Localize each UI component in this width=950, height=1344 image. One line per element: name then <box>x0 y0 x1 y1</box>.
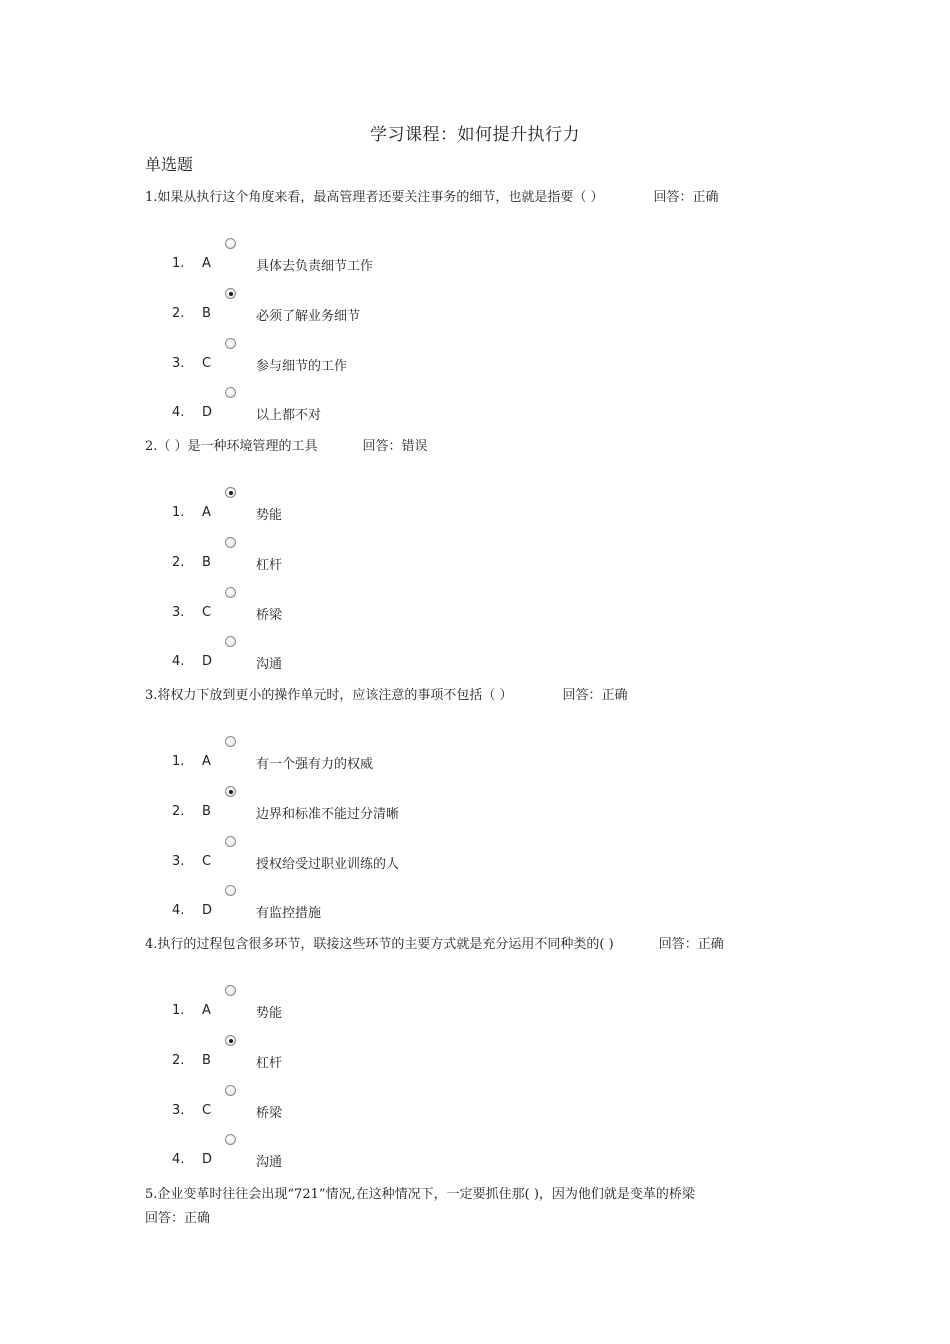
radio-button[interactable] <box>225 338 236 349</box>
question-2 <box>145 435 428 454</box>
option-text: 桥梁 <box>256 608 283 623</box>
option-number: 2. <box>172 1053 185 1068</box>
option-text: 授权给受过职业训练的人 <box>256 857 400 872</box>
option-letter: B <box>202 555 211 570</box>
option-letter: A <box>202 256 211 271</box>
option-letter: C <box>202 854 212 869</box>
radio-button[interactable] <box>225 537 236 548</box>
option-row <box>172 848 572 874</box>
option-number: 4. <box>172 654 185 669</box>
question-text: 3.将权力下放到更小的操作单元时，应该注意的事项不包括（ ） <box>145 688 513 703</box>
option-letter: A <box>202 754 211 769</box>
option-row <box>172 648 572 674</box>
option-row <box>172 1146 572 1172</box>
radio-button[interactable] <box>225 885 236 896</box>
option-letter: B <box>202 804 211 819</box>
option-text: 以上都不对 <box>256 408 322 423</box>
option-letter: D <box>202 1152 213 1167</box>
option-number: 3. <box>172 1103 185 1118</box>
option-text: 沟通 <box>256 1155 283 1170</box>
radio-button[interactable] <box>225 1134 236 1145</box>
option-text: 桥梁 <box>256 1106 283 1121</box>
radio-button[interactable] <box>225 736 236 747</box>
option-number: 3. <box>172 605 185 620</box>
radio-button[interactable] <box>225 636 236 647</box>
option-number: 1. <box>172 505 185 520</box>
option-letter: D <box>202 405 213 420</box>
option-letter: A <box>202 505 211 520</box>
option-number: 1. <box>172 1003 185 1018</box>
option-row <box>172 250 572 276</box>
option-letter: D <box>202 903 213 918</box>
option-number: 2. <box>172 555 185 570</box>
radio-button-selected[interactable] <box>225 487 236 498</box>
radio-button-selected[interactable] <box>225 786 236 797</box>
option-row <box>172 599 572 625</box>
radio-button[interactable] <box>225 1085 236 1096</box>
option-number: 3. <box>172 854 185 869</box>
radio-button[interactable] <box>225 836 236 847</box>
option-row <box>172 1097 572 1123</box>
radio-button[interactable] <box>225 238 236 249</box>
question-3 <box>145 684 628 703</box>
option-text: 势能 <box>256 508 283 523</box>
section-title: 单选题 <box>145 155 194 174</box>
question-text: 4.执行的过程包含很多环节，联接这些环节的主要方式就是充分运用不同种类的( ) <box>145 937 614 952</box>
option-row <box>172 300 572 326</box>
question-4 <box>145 933 724 952</box>
option-letter: B <box>202 306 211 321</box>
radio-button[interactable] <box>225 587 236 598</box>
option-letter: C <box>202 1103 212 1118</box>
question-1 <box>145 186 719 205</box>
option-number: 3. <box>172 356 185 371</box>
option-number: 1. <box>172 256 185 271</box>
question-text: 5.企业变革时往往会出现“721”情况,在这种情况下，一定要抓住那( )，因为他们就是变革的桥梁 <box>145 1187 695 1202</box>
radio-button-selected[interactable] <box>225 1035 236 1046</box>
option-row <box>172 350 572 376</box>
option-text: 具体去负责细节工作 <box>256 259 374 274</box>
option-row <box>172 499 572 525</box>
option-number: 4. <box>172 1152 185 1167</box>
option-text: 沟通 <box>256 657 283 672</box>
option-number: 2. <box>172 804 185 819</box>
option-number: 4. <box>172 903 185 918</box>
option-row <box>172 1047 572 1073</box>
option-text: 必须了解业务细节 <box>256 309 361 324</box>
option-text: 势能 <box>256 1006 283 1021</box>
option-number: 1. <box>172 754 185 769</box>
option-letter: C <box>202 605 212 620</box>
option-letter: C <box>202 356 212 371</box>
option-row <box>172 399 572 425</box>
option-text: 有一个强有力的权威 <box>256 757 374 772</box>
answer-result: 回答：正确 <box>145 1211 211 1226</box>
answer-result: 回答：正确 <box>658 937 724 952</box>
option-row <box>172 997 572 1023</box>
option-text: 杠杆 <box>256 1056 283 1071</box>
answer-result: 回答：正确 <box>653 190 719 205</box>
option-text: 有监控措施 <box>256 906 322 921</box>
question-text: 2.（ ）是一种环境管理的工具 <box>145 439 318 454</box>
option-row <box>172 748 572 774</box>
option-letter: D <box>202 654 213 669</box>
option-row <box>172 549 572 575</box>
answer-result: 回答：正确 <box>562 688 628 703</box>
question-5 <box>145 1183 695 1202</box>
answer-result: 回答：错误 <box>362 439 428 454</box>
option-text: 边界和标准不能过分清晰 <box>256 807 400 822</box>
option-letter: A <box>202 1003 211 1018</box>
option-text: 参与细节的工作 <box>256 359 348 374</box>
page-title: 学习课程：如何提升执行力 <box>370 125 580 145</box>
option-row <box>172 798 572 824</box>
option-row <box>172 897 572 923</box>
option-text: 杠杆 <box>256 558 283 573</box>
radio-button[interactable] <box>225 985 236 996</box>
option-number: 2. <box>172 306 185 321</box>
radio-button[interactable] <box>225 387 236 398</box>
radio-button-selected[interactable] <box>225 288 236 299</box>
question-text: 1.如果从执行这个角度来看，最高管理者还要关注事务的细节，也就是指要（ ） <box>145 190 604 205</box>
option-letter: B <box>202 1053 211 1068</box>
option-number: 4. <box>172 405 185 420</box>
